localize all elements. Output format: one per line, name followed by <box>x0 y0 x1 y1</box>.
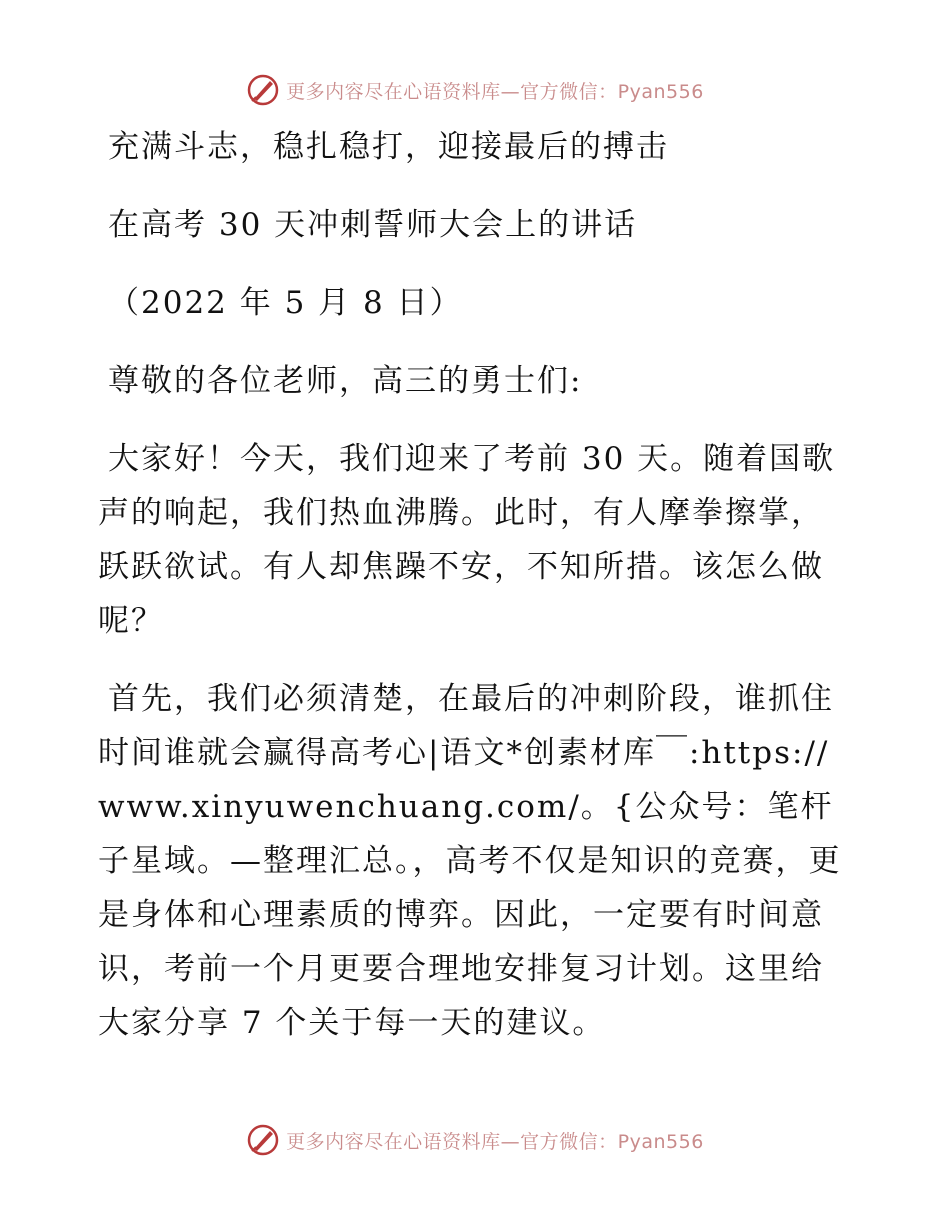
document-body <box>98 120 850 1074</box>
paragraph-2: 首先，我们必须清楚，在最后的冲刺阶段，谁抓住时间谁就会赢得高考心|语文*创素材库￣:https://www.xinyuwenchuang.com/。{公众号：笔杆子星域。—整理汇总。，高考不仅是知识的竞赛，更是身体和心理素质的博弈。因此，一定要有时间意识，考前一个月更要合理地安排复习计划。这里给大家分享 7 个关于每一天的建议。 <box>98 681 842 1041</box>
footer-banner <box>0 1120 950 1160</box>
document-subtitle: 在高考 30 天冲刺誓师大会上的讲话 <box>108 207 638 243</box>
document-date: （2022 年 5 月 8 日） <box>108 285 463 321</box>
header-banner <box>0 70 950 110</box>
banner-text: 更多内容尽在心语资料库—官方微信：Pyan556 <box>286 80 704 103</box>
banner-text: 更多内容尽在心语资料库—官方微信：Pyan556 <box>286 1130 704 1153</box>
quill-logo-icon <box>246 1123 280 1157</box>
quill-logo-icon <box>246 73 280 107</box>
salutation: 尊敬的各位老师，高三的勇士们: <box>108 363 583 399</box>
paragraph-1: 大家好！今天，我们迎来了考前 30 天。随着国歌声的响起，我们热血沸腾。此时，有人摩拳擦掌，跃跃欲试。有人却焦躁不安，不知所措。该怎么做呢？ <box>98 441 836 639</box>
document-title: 充满斗志，稳扎稳打，迎接最后的搏击 <box>108 129 669 165</box>
